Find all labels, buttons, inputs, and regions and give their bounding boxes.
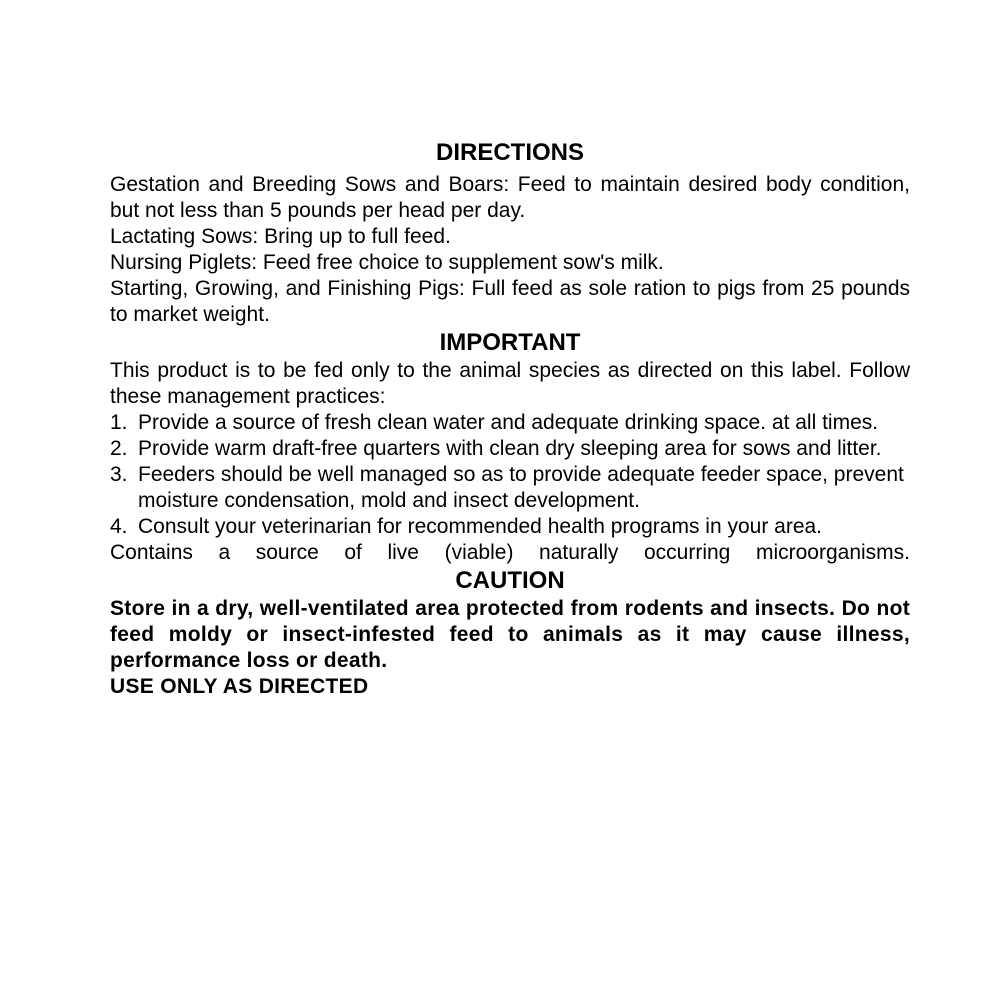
directions-starting: Starting, Growing, and Finishing Pigs: Full feed as sole ration to pigs from 25 pounds to market weight.: [110, 277, 910, 326]
directions-lactating: Lactating Sows: Bring up to full feed.: [110, 225, 451, 248]
list-item-text: Feeders should be well managed so as to provide adequate feeder space, prevent moisture condensation, mold and insect development.: [138, 463, 904, 512]
contains-microorganisms: Contains a source of live (viable) naturally occurring microorganisms.: [110, 541, 910, 564]
list-item-number: 4.: [110, 515, 128, 538]
list-item-text: Provide warm draft-free quarters with clean dry sleeping area for sows and litter.: [138, 437, 882, 460]
list-item-number: 3.: [110, 463, 128, 486]
list-item: [110, 514, 910, 540]
list-item: [110, 410, 910, 436]
directions-nursing: Nursing Piglets: Feed free choice to supplement sow's milk.: [110, 251, 664, 274]
important-heading: IMPORTANT: [439, 329, 581, 356]
caution-text: Store in a dry, well-ventilated area protected from rodents and insects. Do not feed moldy or insect-infested feed to animals as it may cause illness, performance loss or death.: [110, 597, 910, 672]
list-item-number: 2.: [110, 437, 128, 460]
caution-heading: CAUTION: [455, 567, 565, 594]
important-intro: This product is to be fed only to the animal species as directed on this label. Follow these management practices:: [110, 359, 910, 408]
directions-heading: DIRECTIONS: [435, 139, 584, 166]
list-item-text: Provide a source of fresh clean water and adequate drinking space. at all times.: [138, 411, 879, 434]
list-item-number: 1.: [110, 411, 128, 434]
management-practices-list: [110, 410, 910, 540]
use-only-as-directed: USE ONLY AS DIRECTED: [110, 675, 369, 698]
list-item-text: Consult your veterinarian for recommended health programs in your area.: [138, 515, 823, 538]
directions-gestation: Gestation and Breeding Sows and Boars: Feed to maintain desired body condition, but not less than 5 pounds per head per day.: [110, 173, 910, 222]
feed-label: [110, 138, 910, 700]
list-item: [110, 436, 910, 462]
list-item: [110, 462, 910, 514]
